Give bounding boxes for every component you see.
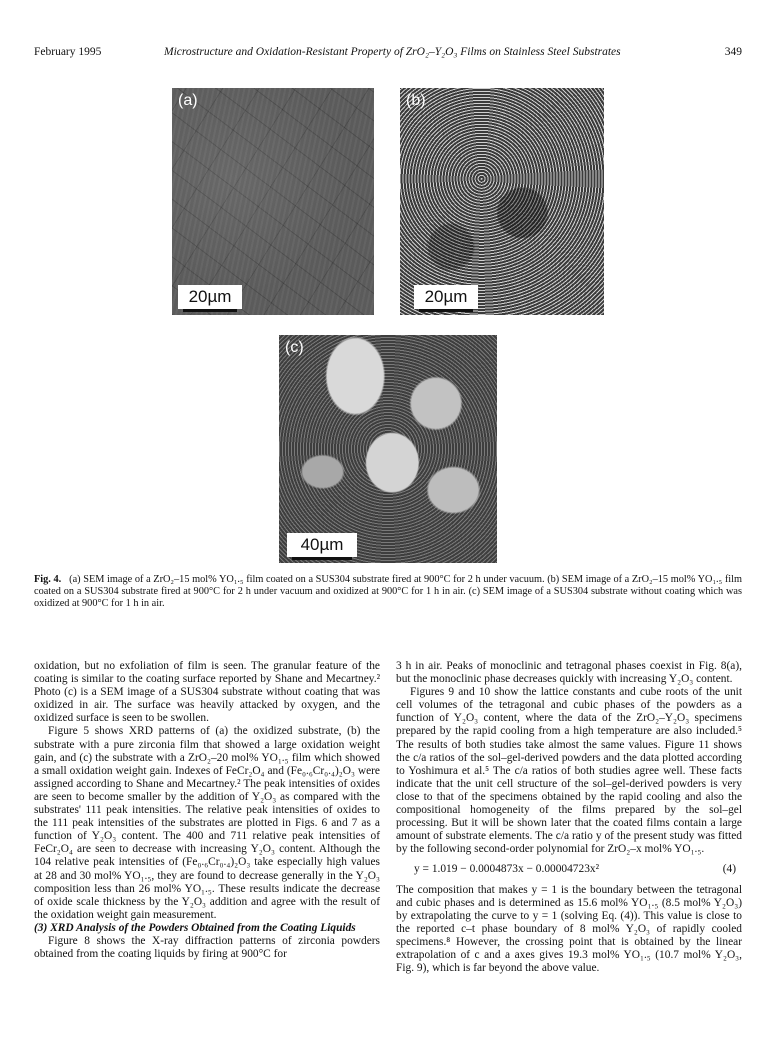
sem-image-b	[400, 88, 604, 315]
header-title: Microstructure and Oxidation-Resistant Property of ZrO₂–Y₂O₃ Films on Stainless Steel Substrates	[164, 46, 621, 58]
left-column	[34, 660, 380, 961]
right-column	[396, 660, 742, 975]
header-date: February 1995	[34, 46, 102, 58]
scale-bar-c	[287, 533, 357, 557]
figure-caption-label: Fig. 4.	[34, 574, 62, 585]
figure-caption	[34, 574, 742, 611]
paragraph: Figures 9 and 10 show the lattice constants and cube roots of the unit cell volumes of the tetragonal and cubic phases of the powders as a function of Y₂O₃ content, where the data of the ZrO₂–Y₂O₃ specimens prepared by the rapid cooling from a high temperature are also included.⁵ The results of both studies take almost the same values. Figure 11 shows the c/a ratios of the sol–gel-derived powders and the data plotted according to Yoshimura et al.⁵ The c/a ratios of both studies agree well. These facts indicate that the unit cell structure of the sol–gel-derived powders is very close to that of the specimens obtained by the rapid cooling and also the compositional homogeneity of the films prepared by the sol–gel processing. But it will be shown later that the coated films contain a large amount of substrate elements. The c/a ratio y of the present study was fitted by the following second-order polynomial for ZrO₂–x mol% YO₁.₅.	[396, 686, 742, 856]
scale-bar-a-label: 20µm	[188, 287, 232, 306]
panel-label-b: (b)	[406, 92, 426, 109]
paragraph: The composition that makes y = 1 is the boundary between the tetragonal and cubic phases and is determined as 15.6 mol% YO₁.₅ (8.5 mol% Y₂O₃) by extrapolating the curve to y = 1 (solving Eq. (4)). This value is close to the reported c–t phase boundary of 8 mol% Y₂O₃ of rapidly cooled specimens.⁸ However, the crossing point that is obtained by the linear extrapolation of c and a axes gives 19.3 mol% YO₁.₅ (10.7 mol% Y₂O₃, Fig. 9), which is far beyond the above value.	[396, 883, 742, 975]
paragraph: 3 h in air. Peaks of monoclinic and tetragonal phases coexist in Fig. 8(a), but the monoclinic phase decreases quickly with increasing Y₂O₃ content.	[396, 660, 742, 686]
panel-label-a: (a)	[178, 92, 198, 109]
section-heading: (3) XRD Analysis of the Powders Obtained from the Coating Liquids	[34, 921, 356, 934]
scale-bar-a	[178, 285, 242, 309]
equation-text: y = 1.019 − 0.0004873x − 0.00004723x²	[414, 863, 600, 876]
paragraph: Figure 8 shows the X-ray diffraction patterns of zirconia powders obtained from the coating liquids by firing at 900°C for	[34, 934, 380, 961]
running-header	[34, 46, 742, 62]
scale-bar-b-label: 20µm	[424, 287, 468, 306]
equation-number: (4)	[722, 863, 736, 876]
sem-image-a	[172, 88, 374, 315]
panel-label-c: (c)	[285, 339, 304, 356]
paragraph: oxidation, but no exfoliation of film is seen. The granular feature of the coating is similar to the coating surface reported by Shane and Mecartney.² Photo (c) is a SEM image of a SUS304 substrate without coating that was oxidized in air. The surface was heavily attacked by oxygen, and the oxidized surface is seen to be swollen.	[34, 660, 380, 725]
scale-bar-b	[414, 285, 478, 309]
equation	[396, 856, 742, 883]
figure-caption-text: (a) SEM image of a ZrO₂–15 mol% YO₁.₅ film coated on a SUS304 substrate fired at 900°C for 2 h under vacuum. (b) SEM image of a ZrO₂–15 mol% YO₁.₅ film coated on a SUS304 substrate fired at 900°C for 2 h under vacuum and oxidized at 900°C for 1 h in air. (c) SEM image of a SUS304 substrate without coating which was oxidized at 900°C for 1 h in air.	[34, 574, 743, 610]
paragraph: Figure 5 shows XRD patterns of (a) the oxidized substrate, (b) the substrate with a pure zirconia film that showed a large oxidation weight gain, and (c) the substrate with a ZrO₂–20 mol% YO₁.₅ film which showed a small oxidation weight gain. Indexes of FeCr₂O₄ and (Fe₀.₆Cr₀.₄)₂O₃ were assigned according to Shane and Mecartney.² The peak intensities of oxides are seen to become smaller by the addition of Y₂O₃ as compared with the substrates' 111 peak intensities. The relative peak intensities of oxides to the 111 peak intensities of the substrates are plotted in Figs. 6 and 7 as a function of Y₂O₃ content. The 400 and 711 relative peak intensities of FeCr₂O₄ are seen to decrease with increasing Y₂O₃ content. Although the 104 relative peak intensities of (Fe₀.₆Cr₀.₄)₂O₃ take especially high values at 28 and 30 mol% YO₁.₅, they are found to decrease generally in the Y₂O₃ composition less than 26 mol% YO₁.₅. These results indicate the decrease of oxide scale thickness by the Y₂O₃ addition and agree with the result of the oxidation weight gain measurement.	[34, 725, 380, 921]
page-number: 349	[724, 46, 742, 58]
scale-bar-c-label: 40µm	[300, 535, 344, 554]
sem-image-c	[279, 335, 497, 563]
